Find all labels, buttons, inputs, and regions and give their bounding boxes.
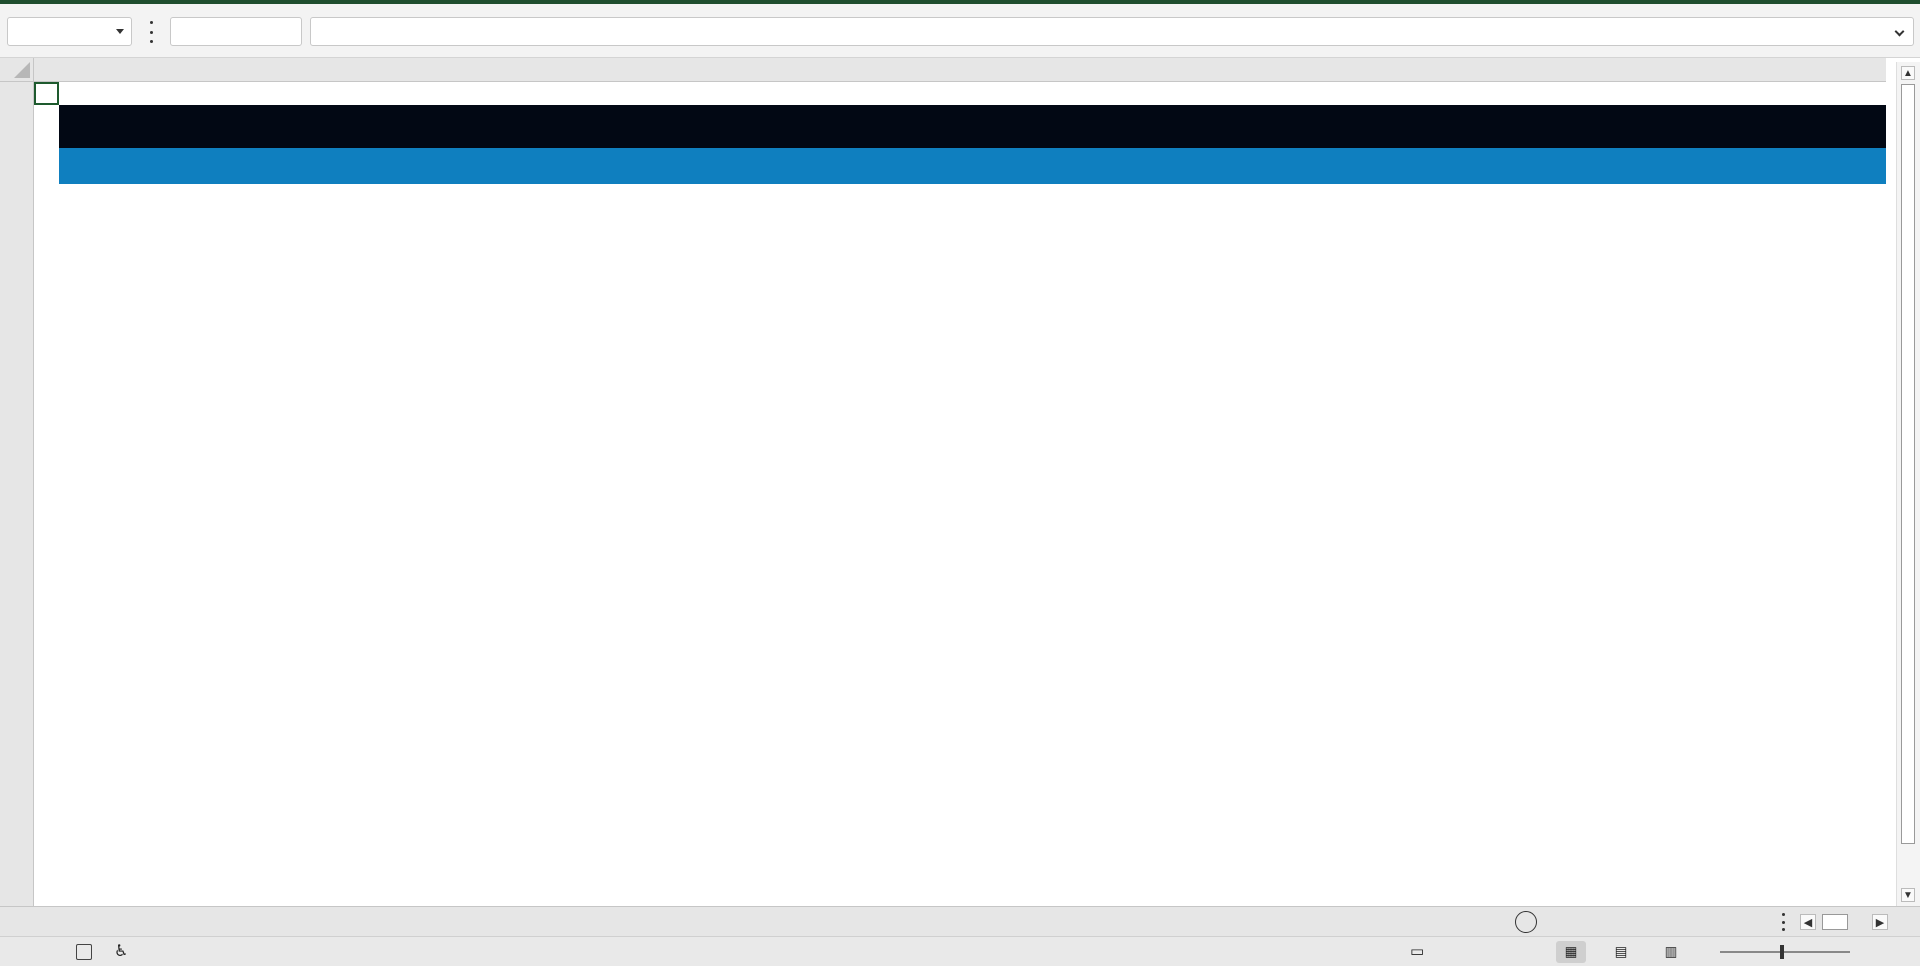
column-headers [34, 58, 1886, 82]
tab-bar-options-icon[interactable] [1780, 913, 1786, 931]
enter-icon[interactable] [219, 19, 253, 45]
active-cell-a1[interactable] [34, 82, 59, 105]
macro-recording-icon[interactable] [76, 944, 92, 960]
horizontal-scroll-thumb[interactable] [1822, 914, 1848, 930]
formula-bar-options-icon[interactable] [144, 21, 158, 43]
page-break-view-icon[interactable]: ▥ [1664, 944, 1678, 959]
sheet-title[interactable] [59, 105, 1886, 148]
more-tabs-button[interactable] [82, 907, 108, 937]
formula-buttons [170, 17, 302, 46]
scroll-up-icon[interactable]: ▲ [1901, 66, 1915, 80]
zoom-slider[interactable] [1720, 951, 1850, 953]
name-box[interactable] [7, 17, 132, 46]
expand-formula-bar-icon[interactable] [1895, 27, 1905, 37]
worksheet-grid [0, 58, 1920, 906]
normal-view-icon[interactable]: ▦ [1556, 941, 1586, 963]
zoom-slider-handle[interactable] [1780, 945, 1784, 959]
horizontal-scrollbar[interactable] [1800, 912, 1890, 932]
status-bar [0, 936, 1920, 966]
tab-scroll-left-icon[interactable] [20, 907, 46, 937]
display-settings-icon[interactable]: ▭ [1410, 943, 1425, 960]
select-all-button[interactable] [0, 58, 34, 82]
insert-function-icon[interactable] [262, 19, 296, 45]
section-title[interactable] [59, 148, 1886, 184]
scroll-right-icon[interactable]: ▶ [1872, 914, 1888, 930]
row-headers [0, 82, 34, 906]
formula-input[interactable] [310, 17, 1914, 46]
cell-area [34, 82, 1886, 906]
vertical-scrollbar[interactable] [1896, 62, 1920, 906]
add-sheet-icon[interactable] [1515, 911, 1537, 933]
name-box-dropdown-icon[interactable] [116, 29, 124, 34]
page-layout-view-icon[interactable]: ▤ [1614, 944, 1628, 959]
accessibility-icon[interactable]: ♿ [114, 943, 129, 960]
tab-scroll-right-icon[interactable] [50, 907, 76, 937]
select-all-icon [14, 62, 30, 78]
formula-bar [0, 4, 1920, 58]
scroll-left-icon[interactable]: ◀ [1800, 914, 1816, 930]
vertical-scroll-thumb[interactable] [1901, 84, 1915, 844]
cancel-icon[interactable] [176, 19, 210, 45]
sheet-tab-bar [0, 906, 1920, 936]
scroll-down-icon[interactable]: ▼ [1901, 888, 1915, 902]
